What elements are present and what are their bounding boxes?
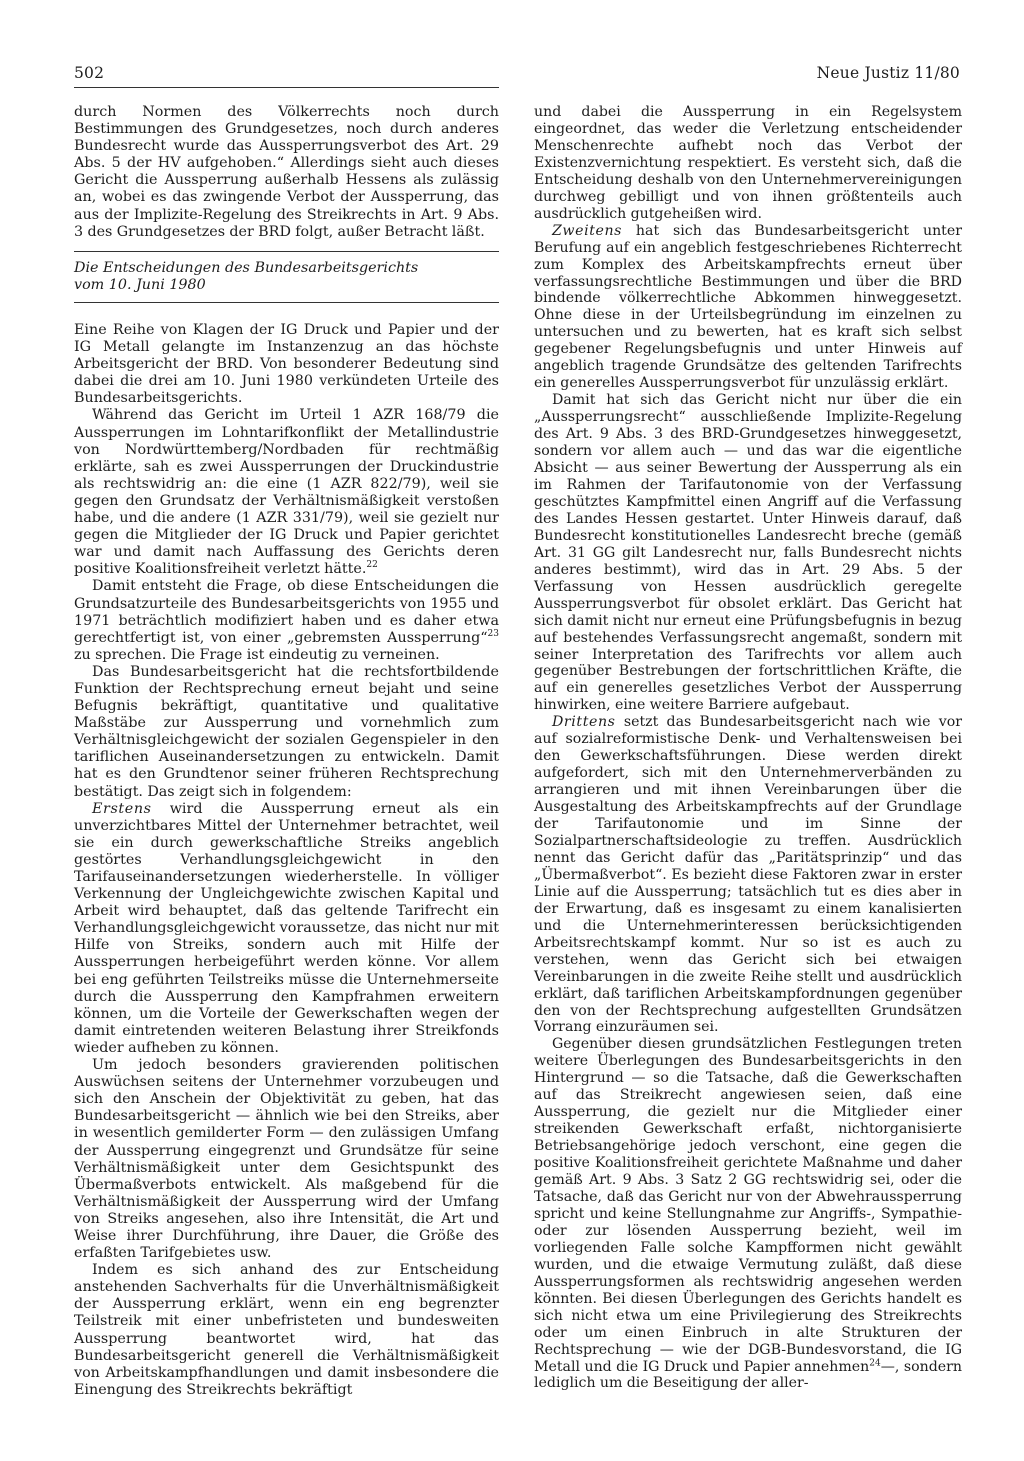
footnote-ref-22: 22	[366, 560, 378, 571]
heading-line: Die Entscheidungen des Bundesarbeitsgerichts	[74, 260, 419, 276]
paragraph-text: Damit entsteht die Frage, ob diese Entscheidungen die Grundsatzurteile des Bundesarbeitsgerichts von 1955 und 1971 beträchtlich modifiziert haben und es daher etwa gerechtfertigt ist, von einer „gebremsten Aussperrung“	[74, 578, 499, 646]
section-heading	[74, 260, 499, 294]
paragraph: Damit hat sich das Gericht nicht nur über die ein „Aussperrungsrecht“ ausschließende Implizite-Regelung des Art. 9 Abs. 3 des BRD-Grundgesetzes hinweggesetzt, sondern vor allem auch — und das war die eigentliche Absicht — aus seiner Bewertung der Aussperrung als ein im Rahmen der Tarifautonomie von der Verfassung geschütztes Kampfmittel einen Angriff auf die Verfassung des Landes Hessen gestartet. Unter Hinweis darauf, daß Bundesrecht konstitutionelles Landesrecht breche (gemäß Art. 31 GG gilt Landesrecht nur, falls Bundesrecht nichts anderes bestimmt), wird das in Art. 29 Abs. 5 der Verfassung von Hessen ausdrücklich geregelte Aussperrungsverbot für obsolet erklärt. Das Gericht hat sich damit nicht nur erneut eine Prüfungsbefugnis in bezug auf bestehendes Verfassungsrecht angemaßt, sondern mit seiner Interpretation des Tarifrechts vor allem auch gegenüber Bestrebungen der fortschrittlichen Kräfte, die auf ein generelles gesetzliches Verbot der Aussperrung hinwirken, eine weitere Barriere aufgebaut.	[534, 392, 962, 714]
paragraph-text: Während das Gericht im Urteil 1 AZR 168/79 die Aussperrungen im Lohntarifkonflikt der Metallindustrie von Nordwürttemberg/Nordbaden für rechtmäßig erklärte, sah es zwei Aussperrungen der Druckindustrie als rechtswidrig an: die eine (1 AZR 822/79), weil sie gegen den Grundsatz der Verhältnismäßigkeit verstoßen habe, und die andere (1 AZR 331/79), weil sie gezielt nur gegen die Mitglieder der IG Druck und Papier gerichtet war und damit nach Auffassung des Gerichts deren positive Koalitionsfreiheit verletzt hätte.	[74, 407, 499, 578]
paragraph	[534, 223, 962, 393]
paragraph-text: zu sprechen. Die Frage ist eindeutig zu verneinen.	[74, 646, 440, 663]
paragraph: und dabei die Aussperrung in ein Regelsystem eingeordnet, das weder die Verletzung entscheidender Menschenrechte aufhebt noch das Verbot der Existenzvernichtung respektiert. Es versteht sich, daß die Entscheidung deshalb von den Unternehmervereinigungen durchweg gebilligt und von ihnen größtenteils auch ausdrücklich gutgeheißen wird.	[534, 104, 962, 222]
paragraph: Das Bundesarbeitsgericht hat die rechtsfortbildende Funktion der Rechtsprechung erneut bejaht und seine Befugnis bekräftigt, quantitative und qualitative Maßstäbe zur Aussperrung und vornehmlich zum Verhältnisgleichgewicht der sozialen Gegenspieler in den tariflichen Auseinandersetzungen zu entwickeln. Damit hat es den Grundtenor seiner früheren Rechtsprechung bestätigt. Das zeigt sich in folgendem:	[74, 663, 499, 800]
paragraph	[534, 714, 962, 1036]
paragraph-text: Gegenüber diesen grundsätzlichen Festlegungen treten weitere Überlegungen des Bundesarbeitsgerichts in den Hintergrund — so die Tatsache, daß die Gewerkschaften auf das Streikrecht angewiesen seien, daß eine Aussperrung, die gezielt nur die Mitglieder einer streikenden Gewerkschaft erfaßt, nichtorganisierte Betriebsangehörige jedoch verschont, eine gegen die positive Koalitionsfreiheit gerichtete Maßnahme und daher gemäß Art. 9 Abs. 3 Satz 2 GG rechtswidrig sei, oder die Tatsache, daß das Gericht nur von der Abwehraussperrung spricht und keine Stellungnahme zur Angriffs-, Sympathie- oder zur lösenden Aussperrung bezieht, weil im vorliegenden Falle solche Kampfformen nicht gewählt wurden, und die etwaige Vermutung zuläßt, daß diese Aussperrungsformen als rechtswidrig angesehen werden könnten. Bei diesen Überlegungen des Gerichts handelt es sich nicht etwa um eine Privilegierung des Streikrechts oder um einen Einbruch in alte Strukturen der Rechtsprechung — wie der DGB-Bundesvorstand, die IG Metall und die IG Druck und Papier annehmen	[534, 1036, 962, 1375]
enumeration-lead: Erstens	[92, 800, 152, 817]
section-divider-top	[74, 251, 499, 252]
heading-line: vom 10. Juni 1980	[74, 277, 206, 294]
paragraph-text: setzt das Bundesarbeitsgericht nach wie vor auf sozialreformistische Denk- und Verhaltensweisen bei den Gewerkschaftsführungen. Diese werden direkt aufgefordert, sich mit den Unternehmerverbänden zu arrangieren und mit ihnen Vereinbarungen über die Ausgestaltung des Arbeitskampfrechts auf der Grundlage der Tarifautonomie und im Sinne der Sozialpartnerschaftsideologie zu treffen. Ausdrücklich nennt das Gericht dafür das „Paritätsprinzip“ und das „Übermaßverbot“. Es bezieht diese Faktoren zwar in erster Linie auf die Aussperrung; tatsächlich tut es dies aber in der Erwartung, daß es insgesamt zu einem kanalisierten und die Unternehmerinteressen berücksichtigenden Arbeitsrechtskampf kommt. Nur so ist es auch zu verstehen, wenn das Gericht sich bei etwaigen Vereinbarungen in die zweite Reihe stellt und ausdrücklich erklärt, daß tariflichen Arbeitskampfordnungen gegenüber den von der Rechtsprechung aufgestellten Grundsätzen Vorrang einzuräumen sei.	[534, 714, 962, 1036]
header-rule	[74, 87, 499, 88]
paragraph: Eine Reihe von Klagen der IG Druck und Papier und der IG Metall gelangte im Instanzenzug an das höchste Arbeitsgericht der BRD. Von besonderer Bedeutung sind dabei die drei am 10. Juni 1980 verkündeten Urteile des Bundesarbeitsgerichts.	[74, 322, 499, 407]
page-number: 502	[74, 64, 105, 82]
section-body	[74, 322, 499, 1399]
paragraph	[74, 578, 499, 663]
paragraph: durch Normen des Völkerrechts noch durch Bestimmungen des Grundgesetzes, noch durch anderes Bundesrecht wurde das Aussperrungsverbot des Art. 29 Abs. 5 der HV aufgehoben.“ Allerdings sieht auch dieses Gericht die Aussperrung außerhalb Hessens als zulässig an, wobei es das zwingende Verbot der Aussperrung, das aus der Implizite-Regelung des Streikrechts in Art. 9 Abs. 3 des Grundgesetzes der BRD folgt, außer Betracht läßt.	[74, 104, 499, 240]
paragraph-text: —, sondern lediglich um die Beseitigung der aller-	[534, 1358, 962, 1392]
enumeration-lead: Zweitens	[552, 222, 623, 239]
footnote-ref-24: 24	[869, 1357, 881, 1368]
paragraph: Um jedoch besonders gravierenden politischen Auswüchsen seitens der Unternehmer vorzubeugen und sich den Anschein der Objektivität zu geben, hat das Bundesarbeitsgericht — ähnlich wie bei den Streiks, aber in wesentlich gemilderter Form — den zulässigen Umfang der Aussperrung eingegrenzt und Grundsätze für seine Verhältnismäßigkeit unter dem Gesichtspunkt des Übermaßverbots entwickelt. Als maßgebend für die Verhältnismäßigkeit der Aussperrung wird der Umfang von Streiks angesehen, also ihre Intensität, die Art und Weise ihrer Durchführung, ihre Dauer, die Größe des erfaßten Tarifgebietes usw.	[74, 1057, 499, 1262]
enumeration-lead: Drittens	[552, 714, 616, 731]
paragraph-text: hat sich das Bundesarbeitsgericht unter Berufung auf ein angeblich festgeschriebenes Richterrecht zum Komplex des Arbeitskampfrechts erneut über verfassungsrechtliche Bestimmungen und über die BRD bindende völkerrechtliche Abkommen hinweggesetzt. Ohne diese in der Urteilsbegründung im einzelnen zu untersuchen und zu bewerten, hat es kraft sich selbst gegebener Regelungsbefugnis und unter Hinweis auf angeblich tragende Grundsätze des geltenden Tarifrechts ein generelles Aussperrungsverbot für unzulässig erklärt.	[534, 222, 962, 392]
paragraph	[74, 407, 499, 578]
paragraph	[534, 1036, 962, 1392]
journal-issue: Neue Justiz 11/80	[816, 64, 960, 82]
paragraph: Indem es sich anhand des zur Entscheidung anstehenden Sachverhalts für die Unverhältnismäßigkeit der Aussperrung erklärt, wenn ein eng begrenzter Teilstreik mit einer unbefristeten und bundesweiten Aussperrung beantwortet wird, hat das Bundesarbeitsgericht generell die Verhältnismäßigkeit von Arbeitskampfhandlungen und damit insbesondere die Einengung des Streikrechts bekräftigt	[74, 1262, 499, 1398]
right-column	[534, 104, 962, 1392]
section-intro	[74, 104, 499, 241]
paragraph	[74, 801, 499, 1057]
footnote-ref-23: 23	[487, 628, 499, 639]
paragraph-text: wird die Aussperrung erneut als ein unverzichtbares Mittel der Unternehmer betrachtet, weil sie ein durch gewerkschaftliche Streiks angeblich gestörtes Verhandlungsgleichgewicht in den Tarifauseinandersetzungen wiederherstelle. In völliger Verkennung der Ungleichgewichte zwischen Kapital und Arbeit wird behauptet, daß das geltende Tarifrecht ein Verhandlungsgleichgewicht voraussetze, das nicht nur mit Hilfe von Streiks, sondern auch mit Hilfe der Aussperrungen herbeigeführt werden könne. Vor allem bei eng geführten Teilstreiks müsse die Unternehmerseite durch die Aussperrung den Kampfrahmen erweitern können, um die Vorteile der Gewerkschaften wegen der damit eintretenden weiteren Belastung ihrer Streikfonds wieder aufheben zu können.	[74, 800, 499, 1056]
section-divider-bottom	[74, 302, 499, 303]
